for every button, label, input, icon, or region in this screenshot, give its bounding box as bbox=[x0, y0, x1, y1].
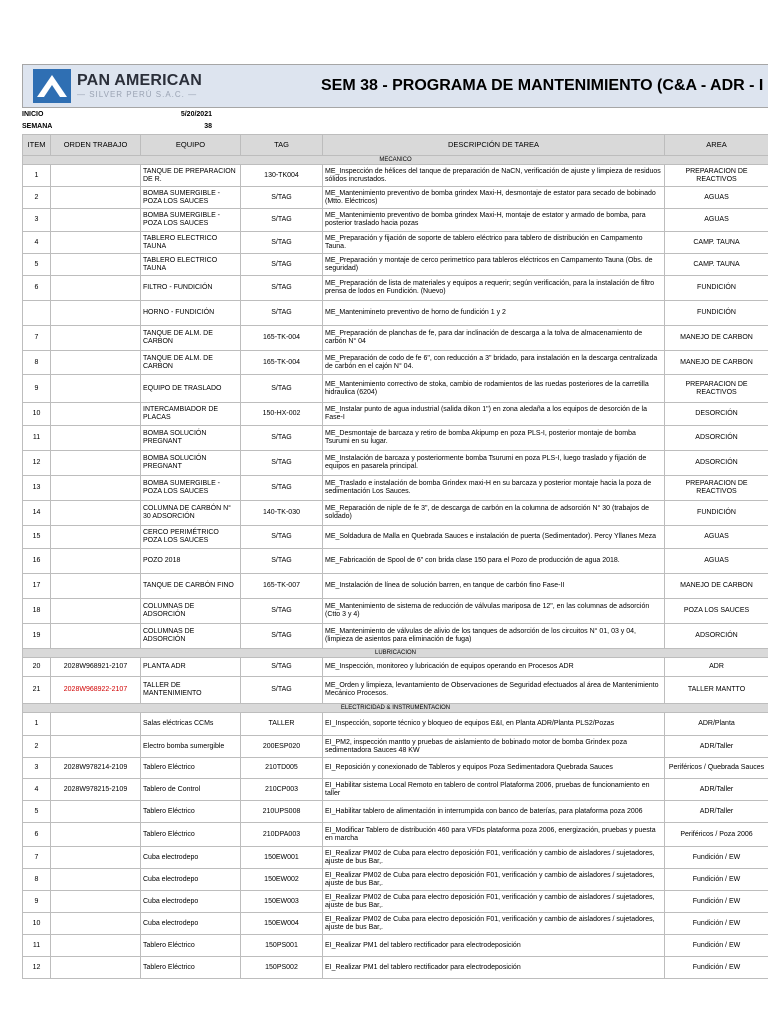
item-cell: 10 bbox=[23, 403, 51, 426]
item-cell: 6 bbox=[23, 276, 51, 301]
equipo-cell: COLUMNAS DE ADSORCIÓN bbox=[141, 624, 241, 649]
equipo-cell: Tablero Eléctrico bbox=[141, 935, 241, 957]
orden-trabajo-cell bbox=[51, 847, 141, 869]
equipo-cell: Tablero de Control bbox=[141, 779, 241, 801]
area-cell: ADSORCIÓN bbox=[665, 451, 768, 476]
area-cell: Fundición / EW bbox=[665, 891, 768, 913]
orden-trabajo-cell bbox=[51, 426, 141, 451]
inicio-label: INICIO bbox=[22, 111, 44, 118]
column-header-item: ITEM bbox=[23, 135, 51, 156]
equipo-cell: TANQUE DE ALM. DE CARBON bbox=[141, 326, 241, 351]
equipo-cell: BOMBA SUMERGIBLE - POZA LOS SAUCES bbox=[141, 187, 241, 209]
table-row bbox=[23, 913, 768, 935]
orden-trabajo-cell: 2028W978215-2109 bbox=[51, 779, 141, 801]
table-row bbox=[23, 254, 768, 276]
table-row bbox=[23, 779, 768, 801]
tag-cell: 210TD005 bbox=[241, 758, 323, 779]
semana-value: 38 bbox=[204, 123, 212, 130]
orden-trabajo-cell: 2028W968922-2107 bbox=[51, 677, 141, 704]
item-cell: 7 bbox=[23, 326, 51, 351]
item-cell: 13 bbox=[23, 476, 51, 501]
descripcion-cell: ME_Preparación de planchas de fe, para dar inclinación de descarga a la tolva de almacenamiento de carbón N° 04 bbox=[323, 326, 665, 351]
section-header-row bbox=[23, 704, 768, 713]
equipo-cell: HORNO - FUNDICIÓN bbox=[141, 301, 241, 326]
item-cell: 16 bbox=[23, 549, 51, 574]
tag-cell: 150-HX-002 bbox=[241, 403, 323, 426]
tag-cell: S/TAG bbox=[241, 526, 323, 549]
item-cell: 12 bbox=[23, 957, 51, 979]
orden-trabajo-cell bbox=[51, 913, 141, 935]
orden-trabajo-cell: 2028W968921-2107 bbox=[51, 658, 141, 677]
area-cell: Fundición / EW bbox=[665, 957, 768, 979]
area-cell: CAMP. TAUNA bbox=[665, 232, 768, 254]
area-cell: PREPARACION DE REACTIVOS bbox=[665, 165, 768, 187]
area-cell: PREPARACION DE REACTIVOS bbox=[665, 476, 768, 501]
orden-trabajo-cell bbox=[51, 869, 141, 891]
item-cell: 8 bbox=[23, 869, 51, 891]
area-cell: Fundición / EW bbox=[665, 913, 768, 935]
equipo-cell: Tablero Eléctrico bbox=[141, 823, 241, 847]
orden-trabajo-cell bbox=[51, 351, 141, 375]
tag-cell: S/TAG bbox=[241, 375, 323, 403]
descripcion-cell: EI_Realizar PM1 del tablero rectificador para electrodeposición bbox=[323, 935, 665, 957]
item-cell: 19 bbox=[23, 624, 51, 649]
table-row bbox=[23, 301, 768, 326]
item-cell: 4 bbox=[23, 779, 51, 801]
item-cell: 1 bbox=[23, 713, 51, 736]
descripcion-cell: ME_Instalar punto de agua industrial (salida dikon 1") en zona aledaña a los equipos de desorción de la Fase-I bbox=[323, 403, 665, 426]
orden-trabajo-cell bbox=[51, 276, 141, 301]
equipo-cell: Cuba electrodepo bbox=[141, 891, 241, 913]
tag-cell: S/TAG bbox=[241, 276, 323, 301]
orden-trabajo-cell bbox=[51, 187, 141, 209]
area-cell: Fundición / EW bbox=[665, 869, 768, 891]
area-cell: AGUAS bbox=[665, 187, 768, 209]
descripcion-cell: EI_Inspección, soporte técnico y bloqueo de equipos E&I, en Planta ADR/Planta PLS2/Pozas bbox=[323, 713, 665, 736]
descripcion-cell: ME_Mantenimiento de válvulas de alivio de los tanques de adsorción de los circuitos N° 01, 03 y 04, (limpieza de asientos para eliminación de fuga) bbox=[323, 624, 665, 649]
equipo-cell: BOMBA SUMERGIBLE - POZA LOS SAUCES bbox=[141, 209, 241, 232]
area-cell: PREPARACION DE REACTIVOS bbox=[665, 375, 768, 403]
table-row bbox=[23, 451, 768, 476]
item-cell: 15 bbox=[23, 526, 51, 549]
equipo-cell: Tablero Eléctrico bbox=[141, 957, 241, 979]
tag-cell: S/TAG bbox=[241, 426, 323, 451]
table-row bbox=[23, 232, 768, 254]
descripcion-cell: ME_Mantenimiento correctivo de stoka, cambio de rodamientos de las ruedas posteriores de la carretilla hidraulica (6204) bbox=[323, 375, 665, 403]
descripcion-cell: ME_Preparación de lista de materiales y equipos a requerir; según verificación, para la instalación de filtro prensa de lodos en Fundición. (Nuevo) bbox=[323, 276, 665, 301]
orden-trabajo-cell bbox=[51, 599, 141, 624]
equipo-cell: TANQUE DE CARBÓN FINO bbox=[141, 574, 241, 599]
orden-trabajo-cell bbox=[51, 451, 141, 476]
column-header-tag: TAG bbox=[241, 135, 323, 156]
equipo-cell: Tablero Eléctrico bbox=[141, 801, 241, 823]
equipo-cell: CERCO PERIMÉTRICO POZA LOS SAUCES bbox=[141, 526, 241, 549]
item-cell bbox=[23, 301, 51, 326]
equipo-cell: Cuba electrodepo bbox=[141, 913, 241, 935]
tag-cell: 150EW001 bbox=[241, 847, 323, 869]
tag-cell: S/TAG bbox=[241, 187, 323, 209]
orden-trabajo-cell bbox=[51, 209, 141, 232]
column-header-descripcion: DESCRIPCIÓN DE TAREA bbox=[323, 135, 665, 156]
area-cell: ADSORCIÓN bbox=[665, 426, 768, 451]
orden-trabajo-cell bbox=[51, 501, 141, 526]
descripcion-cell: ME_Mantenimiento preventivo de bomba grindex Maxi-H, montaje de estator y armado de bomba, para posterior traslado hacia pozas bbox=[323, 209, 665, 232]
orden-trabajo-cell bbox=[51, 935, 141, 957]
descripcion-cell: ME_Orden y limpieza, levantamiento de Observaciones de Seguridad efectuados al área de Mantenimiento Mecánico Procesos. bbox=[323, 677, 665, 704]
meta-block bbox=[22, 108, 768, 134]
equipo-cell: TABLERO ELECTRICO TAUNA bbox=[141, 232, 241, 254]
tag-cell: 210UPS008 bbox=[241, 801, 323, 823]
section-header-row bbox=[23, 649, 768, 658]
descripcion-cell: EI_PM2, inspección mantto y pruebas de aislamiento de bobinado motor de bomba Grindex poza sedimentadora Sauces 48 KW bbox=[323, 736, 665, 758]
tag-cell: S/TAG bbox=[241, 658, 323, 677]
table-row bbox=[23, 526, 768, 549]
equipo-cell: Salas eléctricas CCMs bbox=[141, 713, 241, 736]
table-row bbox=[23, 891, 768, 913]
tag-cell: 165-TK-004 bbox=[241, 326, 323, 351]
tag-cell: 150EW004 bbox=[241, 913, 323, 935]
tag-cell: TALLER bbox=[241, 713, 323, 736]
descripcion-cell: EI_Realizar PM02 de Cuba para electro deposición F01, verificación y cambio de aisladores / sujetadores, ajuste de bus Bar,. bbox=[323, 869, 665, 891]
item-cell: 14 bbox=[23, 501, 51, 526]
area-cell: FUNDICIÓN bbox=[665, 276, 768, 301]
orden-trabajo-cell bbox=[51, 375, 141, 403]
orden-trabajo-cell bbox=[51, 713, 141, 736]
pan-american-logo-icon bbox=[33, 69, 71, 103]
table-row bbox=[23, 599, 768, 624]
tag-cell: 150EW002 bbox=[241, 869, 323, 891]
item-cell: 9 bbox=[23, 891, 51, 913]
document-page bbox=[22, 64, 768, 979]
descripcion-cell: ME_Mantenimiento de sistema de reducción de válvulas mariposa de 12", en las columnas de adsorción (Ctto 3 y 4) bbox=[323, 599, 665, 624]
table-row bbox=[23, 713, 768, 736]
tag-cell: S/TAG bbox=[241, 254, 323, 276]
orden-trabajo-cell bbox=[51, 624, 141, 649]
area-cell: ADR/Planta bbox=[665, 713, 768, 736]
descripcion-cell: EI_Habilitar tablero de alimentación in interrumpida con banco de baterías, para plataforma poza 2006 bbox=[323, 801, 665, 823]
descripcion-cell: ME_Preparación y fijación de soporte de tablero eléctrico para tablero de distribución en Campamento Tauna. bbox=[323, 232, 665, 254]
descripcion-cell: EI_Reposición y conexionado de Tableros y equipos Poza Sedimentadora Quebrada Sauces bbox=[323, 758, 665, 779]
descripcion-cell: ME_Reparación de niple de fe 3", de descarga de carbón en la columna de adsorción N° 30 (trabajos de soldado) bbox=[323, 501, 665, 526]
equipo-cell: COLUMNAS DE ADSORCIÓN bbox=[141, 599, 241, 624]
table-row bbox=[23, 326, 768, 351]
table-row bbox=[23, 847, 768, 869]
orden-trabajo-cell bbox=[51, 476, 141, 501]
item-cell: 9 bbox=[23, 375, 51, 403]
equipo-cell: Cuba electrodepo bbox=[141, 847, 241, 869]
table-row bbox=[23, 869, 768, 891]
tag-cell: 150PS001 bbox=[241, 935, 323, 957]
item-cell: 20 bbox=[23, 658, 51, 677]
orden-trabajo-cell: 2028W978214-2109 bbox=[51, 758, 141, 779]
tag-cell: S/TAG bbox=[241, 451, 323, 476]
descripcion-cell: ME_Desmontaje de barcaza y retiro de bomba Akipump en poza PLS-I, posterior montaje de bomba Tsurumi en su lugar. bbox=[323, 426, 665, 451]
equipo-cell: TANQUE DE PREPARACION DE R. bbox=[141, 165, 241, 187]
tag-cell: 165-TK-004 bbox=[241, 351, 323, 375]
table-row bbox=[23, 658, 768, 677]
table-body bbox=[23, 156, 768, 979]
item-cell: 12 bbox=[23, 451, 51, 476]
orden-trabajo-cell bbox=[51, 403, 141, 426]
tag-cell: S/TAG bbox=[241, 599, 323, 624]
orden-trabajo-cell bbox=[51, 801, 141, 823]
equipo-cell: Cuba electrodepo bbox=[141, 869, 241, 891]
descripcion-cell: ME_Instalación de barcaza y posteriormente bomba Tsurumi en poza PLS-I, luego traslado y fijación de equipos en pasarela principal. bbox=[323, 451, 665, 476]
descripcion-cell: ME_Traslado e instalación de bomba Grindex maxi-H en su barcaza y posterior montaje hacia la poza de sedimentación Los Sauces. bbox=[323, 476, 665, 501]
area-cell: TALLER MANTTO bbox=[665, 677, 768, 704]
descripcion-cell: ME_Inspección, monitoreo y lubricación de equipos operando en Procesos ADR bbox=[323, 658, 665, 677]
tag-cell: 140-TK-030 bbox=[241, 501, 323, 526]
table-row bbox=[23, 351, 768, 375]
area-cell: FUNDICIÓN bbox=[665, 301, 768, 326]
item-cell: 5 bbox=[23, 254, 51, 276]
equipo-cell: TANQUE DE ALM. DE CARBON bbox=[141, 351, 241, 375]
item-cell: 11 bbox=[23, 935, 51, 957]
item-cell: 5 bbox=[23, 801, 51, 823]
descripcion-cell: EI_Realizar PM02 de Cuba para electro deposición F01, verificación y cambio de aisladores / sujetadores, ajuste de bus Bar,. bbox=[323, 913, 665, 935]
descripcion-cell: ME_Preparación de codo de fe 6", con reducción a 3" bridado, para instalación en la descarga centralizada de carbón en el cajón N° 04. bbox=[323, 351, 665, 375]
section-header-row bbox=[23, 156, 768, 165]
orden-trabajo-cell bbox=[51, 574, 141, 599]
equipo-cell: PLANTA ADR bbox=[141, 658, 241, 677]
tag-cell: 210DPA003 bbox=[241, 823, 323, 847]
table-row bbox=[23, 501, 768, 526]
table-row bbox=[23, 426, 768, 451]
table-row bbox=[23, 736, 768, 758]
area-cell: ADR bbox=[665, 658, 768, 677]
item-cell: 21 bbox=[23, 677, 51, 704]
descripcion-cell: ME_Soldadura de Malla en Quebrada Sauces e instalación de puerta (Sedimentador). Percy Yllanes Meza bbox=[323, 526, 665, 549]
descripcion-cell: EI_Modificar Tablero de distribución 460 para VFDs plataforma poza 2006, energización, pruebas y puesta en marcha bbox=[323, 823, 665, 847]
equipo-cell: EQUIPO DE TRASLADO bbox=[141, 375, 241, 403]
item-cell: 10 bbox=[23, 913, 51, 935]
section-title: ELECTRICIDAD & INSTRUMENTACIÓN bbox=[23, 704, 768, 713]
descripcion-cell: ME_Fabricación de Spool de 6" con brida clase 150 para el Pozo de producción de agua 2018. bbox=[323, 549, 665, 574]
table-row bbox=[23, 935, 768, 957]
item-cell: 2 bbox=[23, 187, 51, 209]
equipo-cell: INTERCAMBIADOR DE PLACAS bbox=[141, 403, 241, 426]
orden-trabajo-cell bbox=[51, 549, 141, 574]
descripcion-cell: EI_Realizar PM02 de Cuba para electro deposición F01, verificación y cambio de aisladores / sujetadores, ajuste de bus Bar,. bbox=[323, 847, 665, 869]
table-row bbox=[23, 209, 768, 232]
item-cell: 8 bbox=[23, 351, 51, 375]
equipo-cell: BOMBA SOLUCIÓN PREGNANT bbox=[141, 426, 241, 451]
equipo-cell: TABLERO ELECTRICO TAUNA bbox=[141, 254, 241, 276]
item-cell: 18 bbox=[23, 599, 51, 624]
tag-cell: 200ESP020 bbox=[241, 736, 323, 758]
column-header-orden-trabajo: ORDEN TRABAJO bbox=[51, 135, 141, 156]
item-cell: 11 bbox=[23, 426, 51, 451]
orden-trabajo-cell bbox=[51, 823, 141, 847]
equipo-cell: Tablero Eléctrico bbox=[141, 758, 241, 779]
document-header bbox=[22, 64, 768, 108]
table-row bbox=[23, 801, 768, 823]
area-cell: AGUAS bbox=[665, 209, 768, 232]
area-cell: MANEJO DE CARBON bbox=[665, 326, 768, 351]
area-cell: AGUAS bbox=[665, 526, 768, 549]
descripcion-cell: ME_Mantenimineto preventivo de horno de fundición 1 y 2 bbox=[323, 301, 665, 326]
item-cell: 2 bbox=[23, 736, 51, 758]
item-cell: 7 bbox=[23, 847, 51, 869]
descripcion-cell: ME_Inspección de hélices del tanque de preparación de NaCN, verificación de ajuste y limpieza de residuos sólidos incrustados. bbox=[323, 165, 665, 187]
column-header-area: AREA bbox=[665, 135, 768, 156]
tag-cell: 150PS002 bbox=[241, 957, 323, 979]
item-cell: 3 bbox=[23, 209, 51, 232]
descripcion-cell: EI_Realizar PM02 de Cuba para electro deposición F01, verificación y cambio de aisladores / sujetadores, ajuste de bus Bar,. bbox=[323, 891, 665, 913]
table-row bbox=[23, 549, 768, 574]
equipo-cell: BOMBA SOLUCIÓN PREGNANT bbox=[141, 451, 241, 476]
area-cell: AGUAS bbox=[665, 549, 768, 574]
item-cell: 17 bbox=[23, 574, 51, 599]
area-cell: Fundición / EW bbox=[665, 847, 768, 869]
logo-sub-text: — SILVER PERÚ S.A.C. — bbox=[77, 90, 198, 99]
maintenance-table bbox=[22, 134, 768, 979]
area-cell: MANEJO DE CARBON bbox=[665, 351, 768, 375]
section-title: MECANICO bbox=[23, 156, 768, 165]
equipo-cell: Electro bomba sumergible bbox=[141, 736, 241, 758]
orden-trabajo-cell bbox=[51, 957, 141, 979]
orden-trabajo-cell bbox=[51, 526, 141, 549]
tag-cell: 210CP003 bbox=[241, 779, 323, 801]
tag-cell: S/TAG bbox=[241, 677, 323, 704]
tag-cell: S/TAG bbox=[241, 624, 323, 649]
tag-cell: S/TAG bbox=[241, 232, 323, 254]
area-cell: ADR/Taller bbox=[665, 801, 768, 823]
tag-cell: S/TAG bbox=[241, 301, 323, 326]
table-row bbox=[23, 276, 768, 301]
tag-cell: S/TAG bbox=[241, 476, 323, 501]
orden-trabajo-cell bbox=[51, 232, 141, 254]
equipo-cell: BOMBA SUMERGIBLE - POZA LOS SAUCES bbox=[141, 476, 241, 501]
item-cell: 1 bbox=[23, 165, 51, 187]
item-cell: 4 bbox=[23, 232, 51, 254]
logo-main-text: PAN AMERICAN bbox=[77, 72, 203, 89]
descripcion-cell: ME_Preparación y montaje de cerco perimetrico para tableros eléctricos en Campamento Tauna (Obs. de seguridad) bbox=[323, 254, 665, 276]
table-row bbox=[23, 823, 768, 847]
semana-label: SEMANA bbox=[22, 123, 53, 130]
table-row bbox=[23, 677, 768, 704]
tag-cell: 150EW003 bbox=[241, 891, 323, 913]
tag-cell: S/TAG bbox=[241, 549, 323, 574]
table-row bbox=[23, 165, 768, 187]
equipo-cell: TALLER DE MANTENIMIENTO bbox=[141, 677, 241, 704]
orden-trabajo-cell bbox=[51, 891, 141, 913]
orden-trabajo-cell bbox=[51, 326, 141, 351]
tag-cell: 165-TK-007 bbox=[241, 574, 323, 599]
document-title: SEM 38 - PROGRAMA DE MANTENIMIENTO (C&A - ADR - I bbox=[321, 77, 764, 94]
company-logo bbox=[23, 65, 221, 107]
table-row bbox=[23, 624, 768, 649]
equipo-cell: POZO 2018 bbox=[141, 549, 241, 574]
table-row bbox=[23, 403, 768, 426]
area-cell: MANEJO DE CARBON bbox=[665, 574, 768, 599]
item-cell: 6 bbox=[23, 823, 51, 847]
table-row bbox=[23, 187, 768, 209]
table-row bbox=[23, 758, 768, 779]
descripcion-cell: EI_Realizar PM1 del tablero rectificador para electrodeposición bbox=[323, 957, 665, 979]
equipo-cell: FILTRO - FUNDICIÓN bbox=[141, 276, 241, 301]
area-cell: Periféricos / Poza 2006 bbox=[665, 823, 768, 847]
orden-trabajo-cell bbox=[51, 301, 141, 326]
table-row bbox=[23, 375, 768, 403]
descripcion-cell: EI_Habilitar sistema Local Remoto en tablero de control Plataforma 2006, pruebas de funcionamiento en taller bbox=[323, 779, 665, 801]
column-header-equipo: EQUIPO bbox=[141, 135, 241, 156]
section-title: LUBRICACIÓN bbox=[23, 649, 768, 658]
orden-trabajo-cell bbox=[51, 736, 141, 758]
area-cell: Fundición / EW bbox=[665, 935, 768, 957]
orden-trabajo-cell bbox=[51, 165, 141, 187]
table-row bbox=[23, 574, 768, 599]
area-cell: DESORCIÓN bbox=[665, 403, 768, 426]
tag-cell: S/TAG bbox=[241, 209, 323, 232]
area-cell: Periféricos / Quebrada Sauces bbox=[665, 758, 768, 779]
area-cell: CAMP. TAUNA bbox=[665, 254, 768, 276]
inicio-value: 5/20/2021 bbox=[180, 111, 212, 118]
item-cell: 3 bbox=[23, 758, 51, 779]
area-cell: ADR/Taller bbox=[665, 736, 768, 758]
area-cell: ADSORCIÓN bbox=[665, 624, 768, 649]
table-row bbox=[23, 957, 768, 979]
table-header-row bbox=[23, 135, 768, 156]
area-cell: POZA LOS SAUCES bbox=[665, 599, 768, 624]
descripcion-cell: ME_Mantenimiento preventivo de bomba grindex Maxi-H, desmontaje de estator para secado de bobinado (Mtto. Eléctricos) bbox=[323, 187, 665, 209]
tag-cell: 130-TK004 bbox=[241, 165, 323, 187]
orden-trabajo-cell bbox=[51, 254, 141, 276]
area-cell: FUNDICIÓN bbox=[665, 501, 768, 526]
table-row bbox=[23, 476, 768, 501]
equipo-cell: COLUMNA DE CARBÓN N° 30 ADSORCIÓN bbox=[141, 501, 241, 526]
area-cell: ADR/Taller bbox=[665, 779, 768, 801]
descripcion-cell: ME_Instalación de línea de solución barren, en tanque de carbón fino Fase-II bbox=[323, 574, 665, 599]
